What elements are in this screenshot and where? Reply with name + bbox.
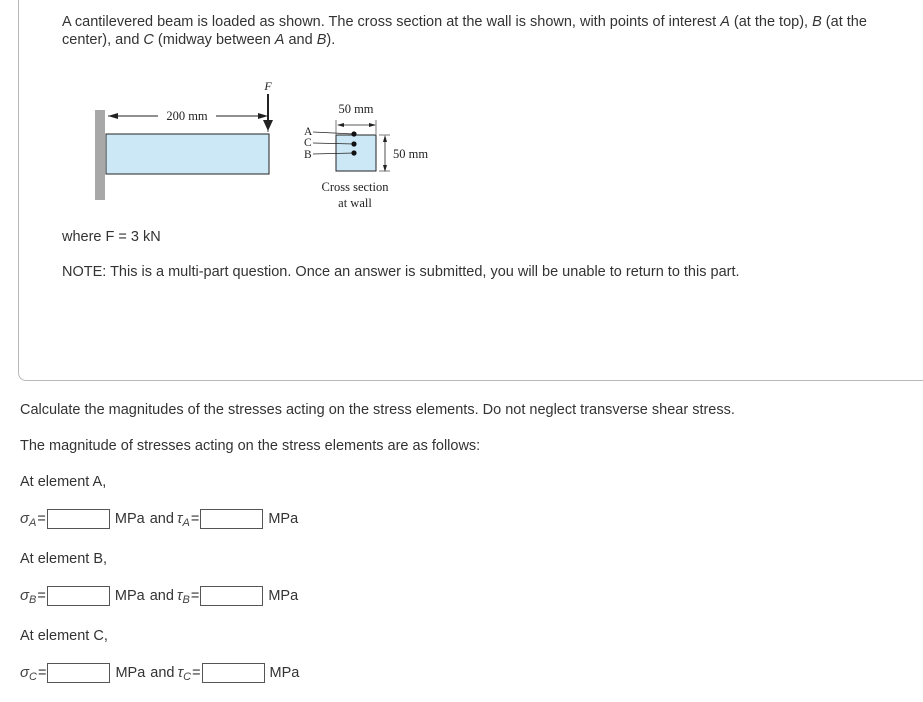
intro-text: (at the center), and bbox=[62, 14, 867, 48]
element-a-label: At element A, bbox=[20, 474, 107, 490]
unit-label: MPa bbox=[115, 665, 146, 681]
force-label: F bbox=[264, 79, 272, 93]
wall bbox=[95, 110, 105, 200]
tau-b-input[interactable] bbox=[200, 586, 263, 606]
dimension-arrow-left bbox=[108, 113, 118, 119]
answer-row-c bbox=[20, 662, 299, 684]
sigma-a-input[interactable] bbox=[47, 509, 110, 529]
equals-sign: = bbox=[190, 511, 200, 527]
point-a-marker bbox=[351, 131, 356, 136]
element-c-label: At element C, bbox=[20, 628, 108, 644]
unit-label: MPa bbox=[114, 588, 145, 604]
sigma-symbol: $\sigma_B$ bbox=[20, 586, 37, 606]
point-a-label: A bbox=[304, 126, 313, 138]
dimension-arrow-right bbox=[369, 123, 376, 127]
length-label: 200 mm bbox=[166, 109, 208, 123]
question-text: Calculate the magnitudes of the stresses acting on the stress elements. Do not neglect transverse shear stress. bbox=[20, 402, 735, 418]
element-b-label: At element B, bbox=[20, 551, 108, 567]
unit-label: MPa bbox=[114, 511, 145, 527]
intro-text: (midway between bbox=[153, 32, 275, 48]
dimension-arrow-left bbox=[337, 123, 344, 127]
dimension-arrow-right bbox=[258, 113, 268, 119]
point-a-ref: A bbox=[720, 14, 730, 30]
and-text: and bbox=[149, 511, 174, 527]
multi-part-note: NOTE: This is a multi-part question. Once an answer is submitted, you will be unable to return to this part. bbox=[62, 264, 740, 280]
height-label: 50 mm bbox=[393, 147, 429, 161]
tau-c-input[interactable] bbox=[202, 663, 265, 683]
stress-intro-text: The magnitude of stresses acting on the stress elements are as follows: bbox=[20, 438, 481, 454]
equals-sign: = bbox=[37, 588, 46, 604]
sigma-symbol: $\sigma_A$ bbox=[20, 509, 37, 529]
intro-text: (at the top), bbox=[729, 14, 813, 30]
unit-label: MPa bbox=[268, 511, 299, 527]
force-arrowhead bbox=[263, 120, 273, 131]
dimension-arrow-top bbox=[383, 135, 387, 142]
and-text: and bbox=[149, 588, 174, 604]
unit-label: MPa bbox=[269, 665, 300, 681]
intro-text: A cantilevered beam is loaded as shown. The cross section at the wall is shown, with points of interest bbox=[62, 14, 721, 30]
leader-line-a bbox=[313, 132, 354, 134]
and-text: and bbox=[150, 665, 175, 681]
problem-statement bbox=[62, 13, 912, 49]
tau-symbol: $\tau_C$ bbox=[177, 663, 192, 683]
answer-row-a bbox=[20, 508, 298, 530]
sigma-c-input[interactable] bbox=[47, 663, 110, 683]
point-b-ref: B bbox=[316, 32, 327, 48]
sigma-symbol: $\sigma_C$ bbox=[20, 663, 37, 683]
equals-sign: = bbox=[38, 665, 47, 681]
equals-sign: = bbox=[190, 588, 200, 604]
sigma-b-input[interactable] bbox=[47, 586, 110, 606]
cross-section-caption: Cross section bbox=[321, 180, 389, 194]
beam bbox=[106, 134, 269, 174]
cross-section-caption: at wall bbox=[338, 196, 372, 210]
intro-text: ). bbox=[326, 32, 336, 48]
tau-symbol: $\tau_A$ bbox=[176, 509, 190, 529]
given-force: where F = 3 kN bbox=[62, 229, 161, 245]
point-c-ref: C bbox=[143, 32, 154, 48]
tau-symbol: $\tau_B$ bbox=[176, 586, 190, 606]
beam-figure bbox=[88, 76, 448, 216]
equals-sign: = bbox=[37, 511, 46, 527]
answer-row-b bbox=[20, 585, 298, 607]
point-b-ref: B bbox=[812, 14, 822, 30]
point-b-label: B bbox=[304, 149, 312, 161]
width-label: 50 mm bbox=[338, 102, 374, 116]
unit-label: MPa bbox=[268, 588, 299, 604]
point-b-marker bbox=[351, 150, 356, 155]
point-a-ref: A bbox=[274, 32, 285, 48]
intro-text: and bbox=[284, 32, 317, 48]
tau-a-input[interactable] bbox=[200, 509, 263, 529]
point-c-marker bbox=[351, 141, 356, 146]
point-c-label: C bbox=[304, 137, 312, 149]
equals-sign: = bbox=[192, 665, 201, 681]
